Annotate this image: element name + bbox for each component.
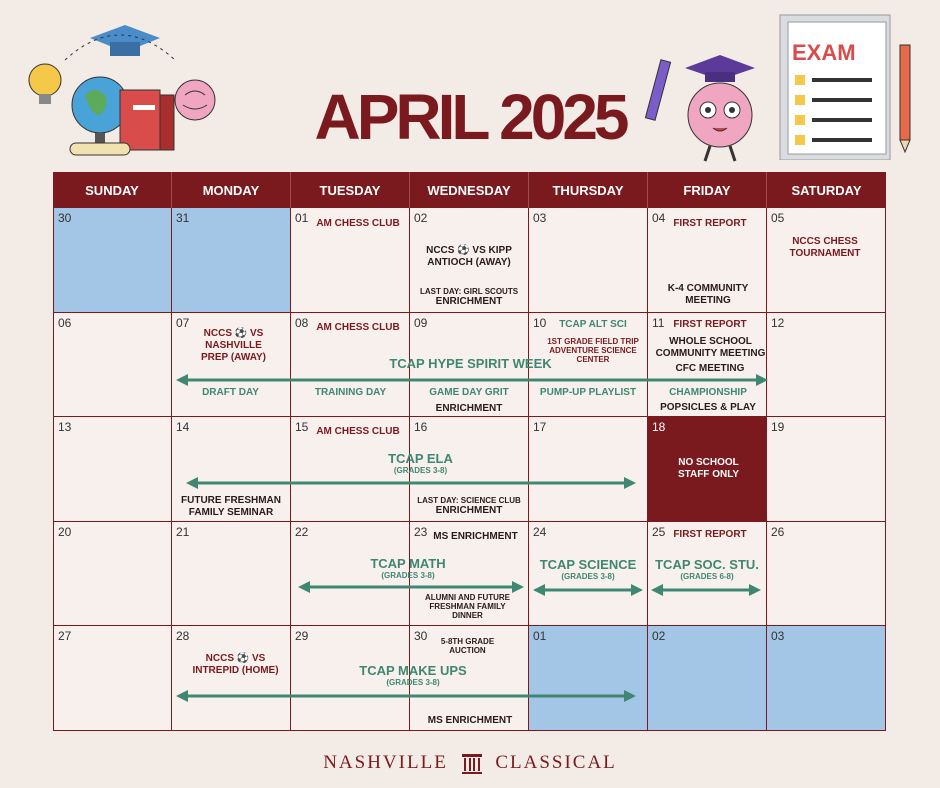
event-enrichment: ENRICHMENT	[435, 296, 503, 307]
day-number: 08	[295, 315, 309, 330]
day-number: 15	[295, 420, 309, 435]
day-cell	[172, 626, 291, 731]
event-no-school: NO SCHOOL STAFF ONLY	[677, 457, 740, 480]
day-number: 20	[58, 524, 72, 539]
mascot-cap-icon	[685, 55, 755, 82]
day-header-thursday: THURSDAY	[529, 172, 648, 208]
event-whole-school-meeting: WHOLE SCHOOL COMMUNITY MEETING	[655, 336, 766, 359]
day-cell	[53, 522, 172, 627]
day-cell	[767, 522, 886, 627]
day-number: 01	[295, 211, 309, 225]
day-number: 01	[533, 629, 547, 644]
event-science-club: LAST DAY: SCIENCE CLUB	[417, 496, 521, 505]
event-tcap-math: TCAP MATH	[370, 556, 446, 571]
day-number: 25	[652, 524, 666, 539]
graduation-cap-icon	[90, 25, 160, 56]
day-number: 07	[176, 315, 190, 330]
event-freshman-seminar: FUTURE FRESHMAN FAMILY SEMINAR	[181, 495, 281, 518]
event-tcap-make-ups-grades: (GRADES 3-8)	[386, 678, 440, 687]
event-soccer-kipp: NCCS ⚽ VS KIPP ANTIOCH (AWAY)	[426, 245, 512, 268]
column-icon	[461, 753, 483, 775]
event-first-report: FIRST REPORT	[673, 529, 747, 540]
event-chess-club: AM CHESS CLUB	[316, 426, 400, 437]
day-number: 24	[533, 524, 547, 539]
day-number: 21	[176, 524, 190, 539]
day-number: 05	[771, 211, 785, 225]
day-number: 22	[295, 524, 309, 539]
day-number: 18	[652, 420, 666, 435]
event-tcap-ela-grades: (GRADES 3-8)	[393, 466, 448, 475]
event-ms-enrichment: MS ENRICHMENT	[427, 715, 513, 726]
event-training-day: TRAINING DAY	[314, 387, 387, 398]
day-number: 06	[58, 315, 72, 330]
day-cell	[172, 522, 291, 627]
event-tcap-make-ups: TCAP MAKE UPS	[359, 663, 467, 678]
event-first-report: FIRST REPORT	[673, 218, 747, 229]
event-cfc-meeting: CFC MEETING	[675, 363, 745, 374]
event-soccer-nashville-prep: NCCS ⚽ VS NASHVILLE PREP (AWAY)	[200, 328, 267, 363]
day-cell	[648, 626, 767, 731]
day-cell	[53, 626, 172, 731]
tcap-make-ups-arrow	[176, 690, 636, 702]
spirit-week-arrow	[176, 374, 768, 386]
footer-right-text: CLASSICAL	[495, 752, 617, 773]
event-tcap-alt-sci: TCAP ALT SCI	[559, 319, 627, 330]
tcap-ela-arrow	[186, 477, 636, 489]
day-cell	[172, 208, 291, 313]
event-auction: 5-8TH GRADE AUCTION	[440, 637, 495, 655]
tcap-science-arrow	[533, 584, 643, 596]
event-game-day-grit: GAME DAY GRIT	[429, 387, 509, 398]
day-number: 29	[295, 629, 309, 644]
event-chess-tournament: NCCS CHESS TOURNAMENT	[789, 236, 861, 259]
day-number: 02	[652, 629, 666, 644]
day-cell	[767, 313, 886, 418]
day-number: 12	[771, 315, 785, 330]
day-header-monday: MONDAY	[172, 172, 291, 208]
tcap-math-arrow	[298, 581, 524, 593]
event-tcap-science-grades: (GRADES 3-8)	[561, 572, 615, 581]
event-tcap-science: TCAP SCIENCE	[539, 557, 637, 572]
event-girl-scouts: LAST DAY: GIRL SCOUTS	[419, 287, 519, 296]
footer-left-text: NASHVILLE	[323, 752, 448, 773]
event-championship: CHAMPIONSHIP	[669, 387, 747, 398]
day-cell	[767, 417, 886, 522]
day-number: 02	[414, 211, 428, 225]
event-spirit-week: TCAP HYPE SPIRIT WEEK	[389, 356, 552, 371]
event-draft-day: DRAFT DAY	[202, 387, 259, 398]
day-number: 03	[533, 211, 547, 225]
event-field-trip: 1ST GRADE FIELD TRIP ADVENTURE SCIENCE CENTER	[547, 337, 639, 364]
event-pump-up-playlist: PUMP-UP PLAYLIST	[539, 387, 637, 398]
day-number: 30	[58, 211, 72, 225]
event-tcap-soc-stu: TCAP SOC. STU.	[655, 557, 759, 572]
event-tcap-soc-stu-grades: (GRADES 6-8)	[680, 572, 734, 581]
day-cell	[529, 626, 648, 731]
event-popsicles: POPSICLES & PLAY	[660, 402, 756, 413]
day-number: 30	[414, 629, 428, 644]
event-ms-enrichment: MS ENRICHMENT	[433, 531, 518, 542]
day-header-saturday: SATURDAY	[767, 172, 886, 208]
event-first-report: FIRST REPORT	[673, 319, 747, 330]
day-header-friday: FRIDAY	[648, 172, 767, 208]
day-number: 17	[533, 420, 547, 435]
day-cell	[53, 313, 172, 418]
footer-logo	[0, 752, 940, 775]
day-number: 04	[652, 211, 666, 225]
day-number: 10	[533, 315, 547, 330]
event-chess-club: AM CHESS CLUB	[316, 218, 400, 229]
day-number: 23	[414, 524, 428, 539]
day-header-tuesday: TUESDAY	[291, 172, 410, 208]
day-number: 03	[771, 629, 785, 644]
tcap-soc-stu-arrow	[651, 584, 761, 596]
exam-label: EXAM	[792, 40, 856, 65]
day-cell	[53, 417, 172, 522]
day-cell	[767, 208, 886, 313]
day-number: 28	[176, 629, 190, 644]
event-chess-club: AM CHESS CLUB	[316, 322, 400, 333]
day-number: 19	[771, 420, 785, 435]
event-tcap-math-grades: (GRADES 3-8)	[381, 571, 435, 580]
day-number: 26	[771, 524, 785, 539]
day-header-wednesday: WEDNESDAY	[410, 172, 529, 208]
day-cell	[529, 417, 648, 522]
event-family-dinner: ALUMNI AND FUTURE FRESHMAN FAMILY DINNER	[424, 593, 511, 620]
day-number: 27	[58, 629, 72, 644]
event-soccer-intrepid: NCCS ⚽ VS INTREPID (HOME)	[192, 653, 279, 676]
day-cell	[529, 208, 648, 313]
event-enrichment: ENRICHMENT	[435, 403, 503, 414]
calendar-grid	[53, 172, 886, 731]
day-number: 16	[414, 420, 428, 435]
event-tcap-ela: TCAP ELA	[388, 451, 453, 466]
day-number: 09	[414, 315, 428, 330]
day-number: 13	[58, 420, 72, 435]
event-k4-meeting: K-4 COMMUNITY MEETING	[667, 283, 749, 306]
day-cell	[53, 208, 172, 313]
page-title: APRIL 2025	[314, 81, 626, 153]
day-number: 14	[176, 420, 190, 435]
day-cell	[767, 626, 886, 731]
day-number: 31	[176, 211, 190, 225]
event-enrichment: ENRICHMENT	[435, 505, 503, 516]
day-number: 11	[652, 315, 665, 330]
day-header-sunday: SUNDAY	[53, 172, 172, 208]
